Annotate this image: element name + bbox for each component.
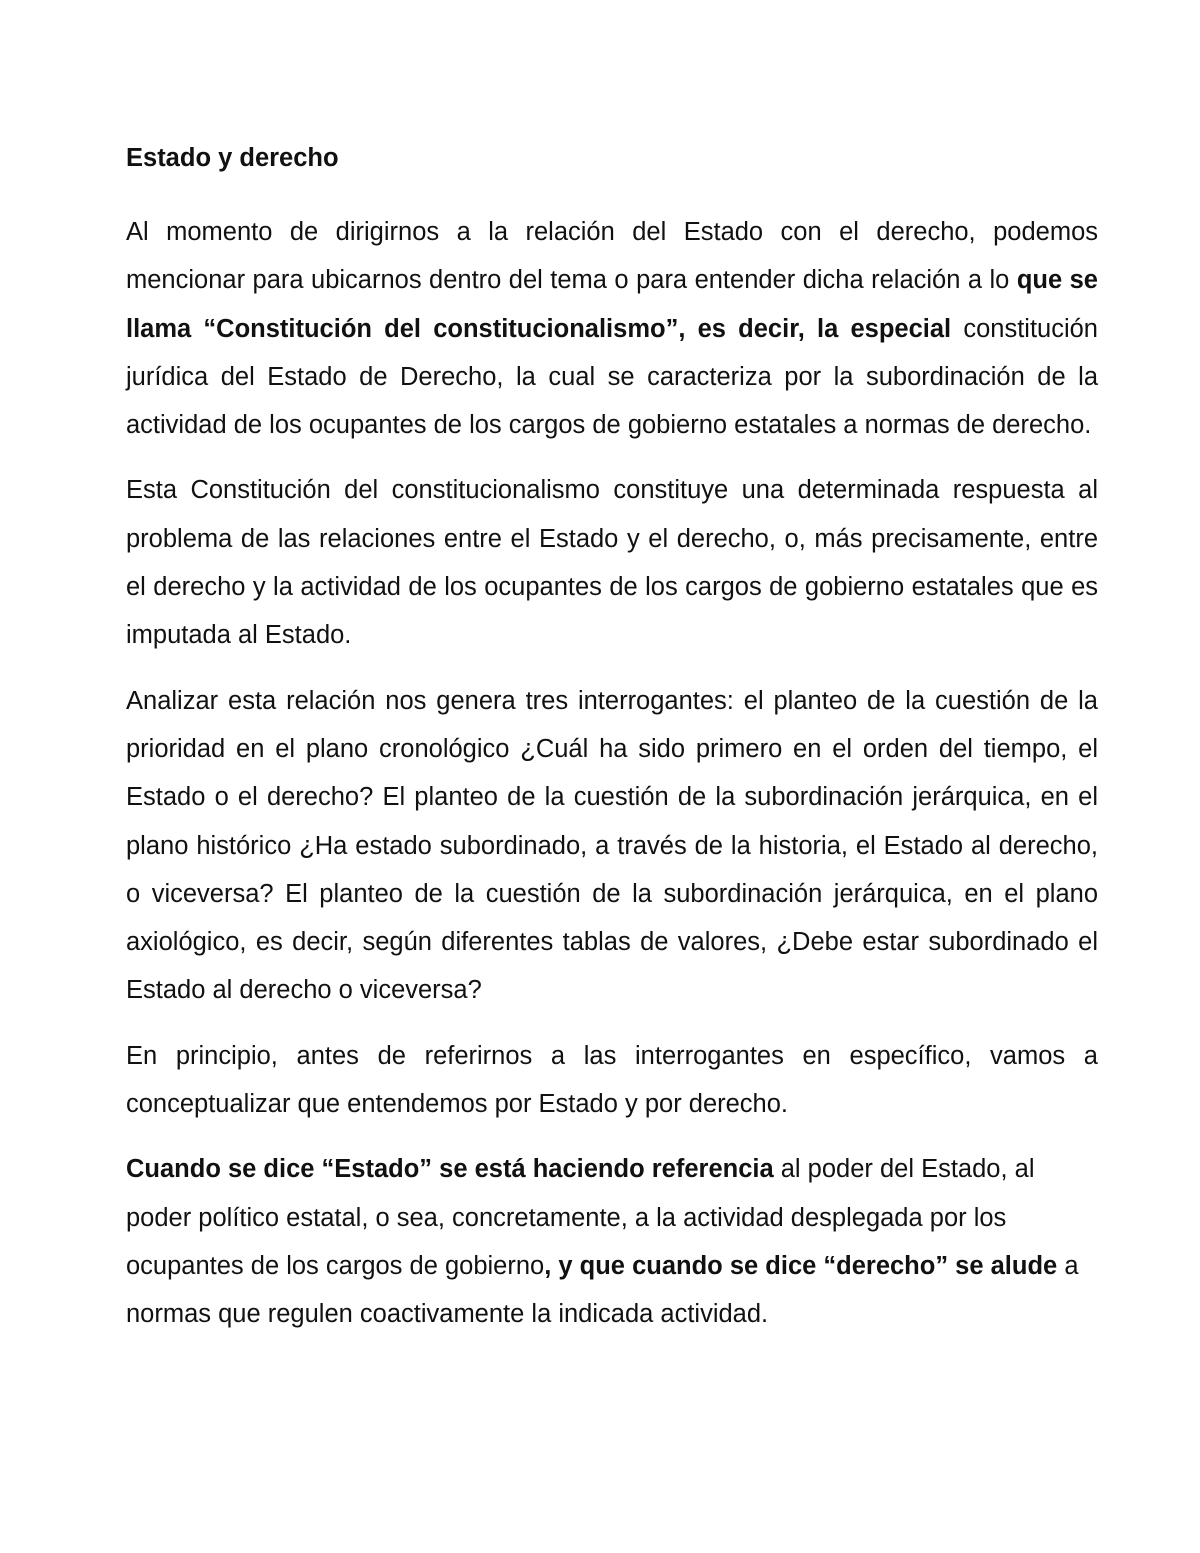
paragraph-5-text-b: al poder del Estado, al poder político estatal, o sea, concretamente, a la actividad desplegada por los ocupantes de los cargos de gobierno — [126, 1155, 1035, 1280]
document-title: Estado y derecho — [126, 144, 339, 172]
paragraph-5-bold-a: Cuando se dice “Estado” se está haciendo referencia — [126, 1155, 774, 1184]
paragraph-1-bold: que se llama “Constitución del constitucionalismo”, es decir, la especial — [126, 266, 1098, 343]
document-body — [126, 134, 1098, 1356]
paragraph-4: En principio, antes de referirnos a las interrogantes en específico, vamos a conceptualizar que entendemos por Estado y por derecho. — [126, 1041, 1098, 1119]
paragraph-1-text-a: Al momento de dirigirnos a la relación del Estado con el derecho, podemos mencionar para ubicarnos dentro del tema o para entender dicha relación a lo — [126, 218, 1098, 295]
paragraph-3: Analizar esta relación nos genera tres interrogantes: el planteo de la cuestión de la prioridad en el plano cronológico ¿Cuál ha sido primero en el orden del tiempo, el Estado o el derecho? El planteo de la cuestión de la subordinación jerárquica, en el plano histórico ¿Ha estado subordinado, a través de la historia, el Estado al derecho, o viceversa? El planteo de la cuestión de la subordinación jerárquica, en el plano axiológico, es decir, según diferentes tablas de valores, ¿Debe estar subordinado el Estado al derecho o viceversa? — [126, 686, 1098, 1005]
paragraph-2: Esta Constitución del constitucionalismo constituye una determinada respuesta al problema de las relaciones entre el Estado y el derecho, o, más precisamente, entre el derecho y la actividad de los ocupantes de los cargos de gobierno estatales que es imputada al Estado. — [126, 476, 1098, 650]
paragraph-1-text-c: constitución jurídica del Estado de Derecho, la cual se caracteriza por la subordinación de la actividad de los ocupantes de los cargos de gobierno estatales a normas de derecho. — [126, 314, 1098, 440]
paragraph-1 — [126, 208, 1098, 449]
paragraph-5-bold-c: , y que cuando se dice “derecho” se alude — [544, 1251, 1058, 1280]
paragraph-5-text-d: a normas que regulen coactivamente la indicada actividad. — [126, 1251, 1079, 1329]
paragraph-5 — [126, 1145, 1098, 1338]
